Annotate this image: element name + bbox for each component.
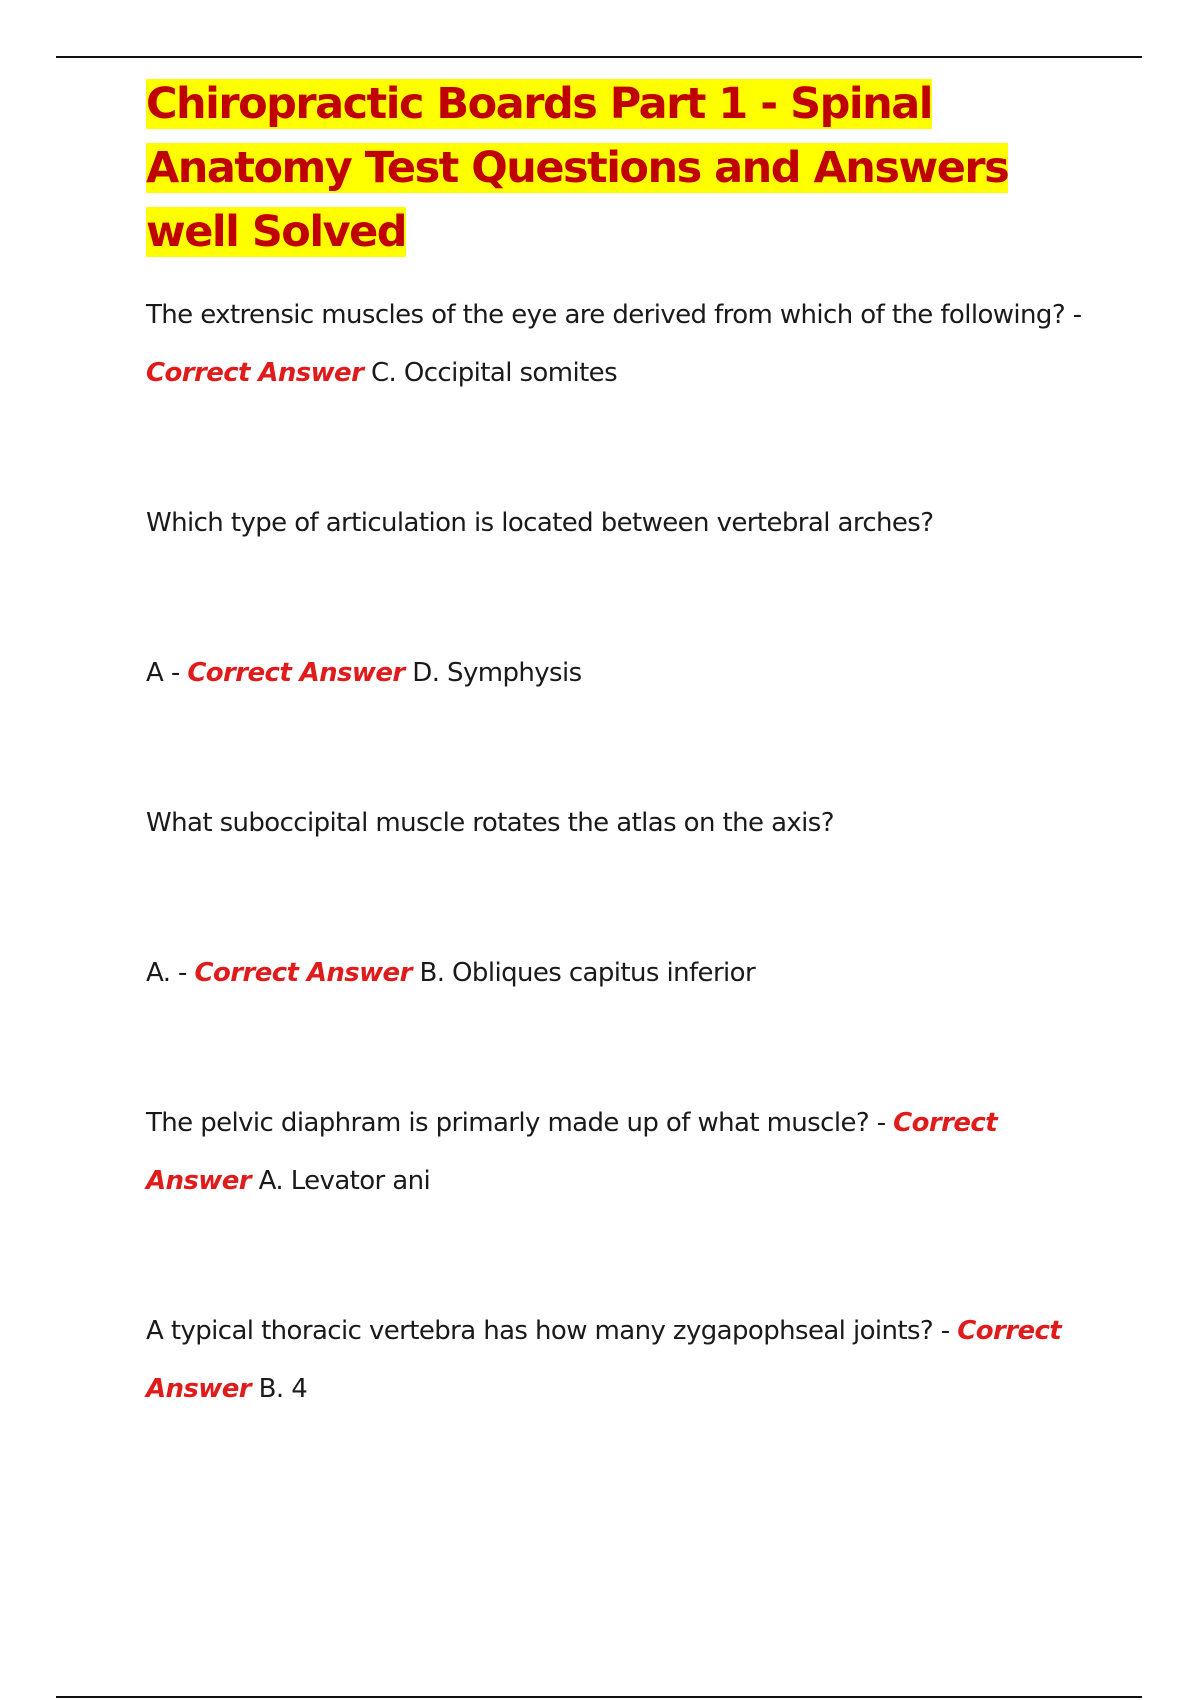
qa-entry-2 [146, 494, 1096, 552]
answer-text: B. 4 [250, 1374, 308, 1404]
correct-answer-marker: Correct Answer [187, 658, 405, 688]
question-text: What suboccipital muscle rotates the atlas on the axis? [146, 808, 834, 838]
answer-text: D. Symphysis [404, 658, 582, 688]
question-text: A - [146, 658, 188, 688]
question-text: The extrensic muscles of the eye are derived from which of the following? - [146, 300, 1082, 330]
correct-answer-marker: Correct Answer [146, 358, 364, 388]
question-text: A typical thoracic vertebra has how many zygapophseal joints? - [146, 1316, 958, 1346]
paragraph-gap [146, 1210, 1096, 1302]
question-text: A. - [146, 958, 195, 988]
document-body [146, 72, 1096, 1418]
bottom-rule [56, 1696, 1142, 1698]
correct-answer-marker: Correct Answer [146, 1108, 998, 1196]
answer-text: C. Occipital somites [363, 358, 618, 388]
qa-entry-7 [146, 1302, 1096, 1418]
correct-answer-marker: Correct Answer [194, 958, 412, 988]
qa-entry-1 [146, 286, 1096, 402]
top-rule [56, 56, 1142, 58]
paragraph-gap [146, 1002, 1096, 1094]
answer-text: B. Obliques capitus inferior [411, 958, 756, 988]
paragraph-gap [146, 702, 1096, 794]
title-highlight: Chiropractic Boards Part 1 - Spinal Anatomy Test Questions and Answers well Solved [146, 79, 1009, 257]
question-text: Which type of articulation is located between vertebral arches? [146, 508, 934, 538]
document-title [146, 72, 1096, 264]
qa-entry-5 [146, 944, 1096, 1002]
paragraph-gap [146, 852, 1096, 944]
paragraph-gap [146, 552, 1096, 644]
qa-entry-4 [146, 794, 1096, 852]
paragraph-gap [146, 402, 1096, 494]
question-text: The pelvic diaphram is primarly made up of what muscle? - [146, 1108, 894, 1138]
answer-text: A. Levator ani [250, 1166, 431, 1196]
correct-answer-marker: Correct Answer [146, 1316, 1062, 1404]
qa-entry-3 [146, 644, 1096, 702]
qa-entry-6 [146, 1094, 1096, 1210]
